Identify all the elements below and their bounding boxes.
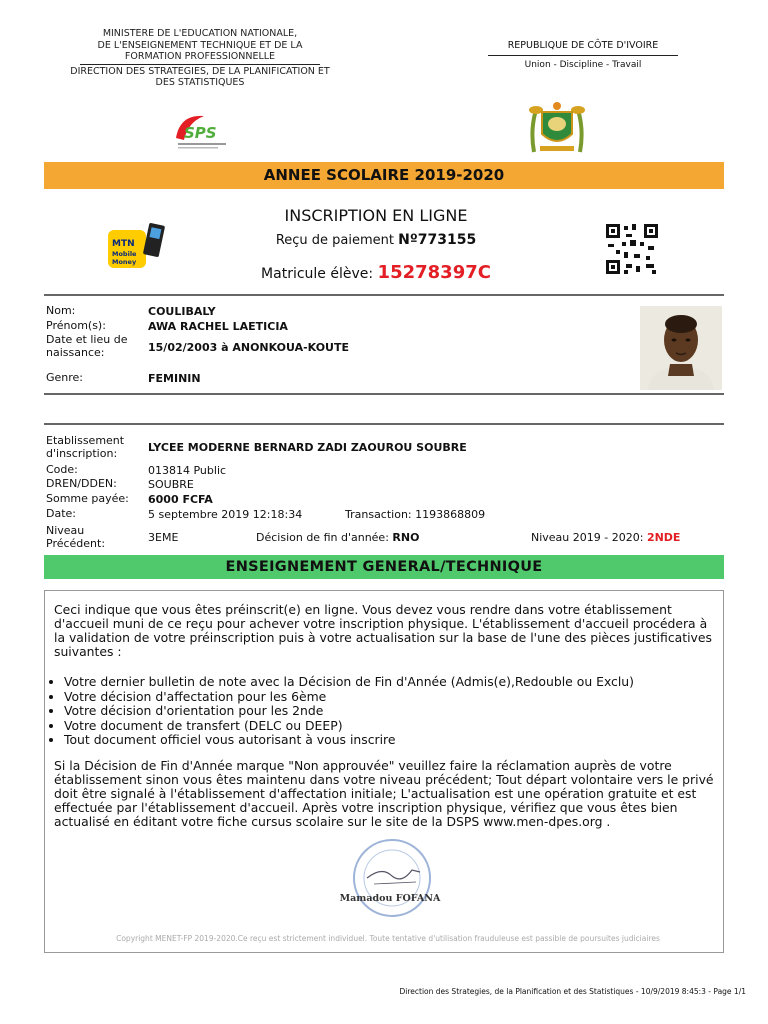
student-photo bbox=[640, 306, 722, 390]
sps-logo bbox=[170, 108, 234, 156]
niveau-label-2: Précédent: bbox=[46, 537, 106, 550]
ministry-line-1: MINISTERE DE L'EDUCATION NATIONALE, bbox=[102, 28, 298, 39]
divider-mid-1 bbox=[44, 393, 724, 395]
nom-label: Nom: bbox=[46, 304, 76, 317]
divider-top bbox=[44, 294, 724, 296]
list-item: • Votre décision d'affectation pour les 6ème bbox=[64, 690, 724, 705]
etab-label-2: d'inscription: bbox=[46, 447, 118, 460]
genre-value: FEMININ bbox=[148, 372, 201, 385]
prenom-value: AWA RACHEL LAETICIA bbox=[148, 320, 288, 333]
republic-motto: Union - Discipline - Travail bbox=[524, 60, 642, 70]
naissance-label-1: Date et lieu de bbox=[46, 333, 128, 346]
naissance-value: 15/02/2003 à ANONKOUA-KOUTE bbox=[148, 341, 350, 354]
page-footer: Direction des Strategies, de la Planification et des Statistiques - 10/9/2019 8:45:3 - Page 1/1 bbox=[399, 987, 746, 996]
notice-paragraph-1: Ceci indique que vous êtes préinscrit(e) en ligne. Vous devez vous rendre dans votre établissement d'accueil muni de ce reçu pour achever votre inscription physique. L'établissement d'accueil procédera à la validation de votre préinscription puis à votre actualisation sur la base de l'une des pièces justificatives suivantes : bbox=[54, 602, 712, 659]
niveau-label-1: Niveau bbox=[46, 524, 85, 537]
etab-value: LYCEE MODERNE BERNARD ZADI ZAOUROU SOUBRE bbox=[148, 441, 467, 454]
list-item: • Votre décision d'orientation pour les 2nde bbox=[64, 704, 724, 719]
copyright-notice: Copyright MENET-FP 2019-2020.Ce reçu est strictement individuel. Toute tentative d'utilisation frauduleuse est passible de poursuites judiciaires bbox=[116, 934, 660, 943]
niveau-next-line bbox=[531, 531, 680, 544]
genre-label: Genre: bbox=[46, 371, 84, 384]
svg-text:Money: Money bbox=[112, 258, 137, 266]
signature-name: Mamadou FOFANA bbox=[339, 893, 441, 904]
nom-value: COULIBALY bbox=[148, 305, 216, 318]
list-item: • Votre dernier bulletin de note avec la Décision de Fin d'Année (Admis(e),Redouble ou Exclu) bbox=[64, 675, 724, 690]
section-banner: ENSEIGNEMENT GENERAL/TECHNIQUE bbox=[44, 555, 724, 579]
republic-title: REPUBLIQUE DE CÔTE D'IVOIRE bbox=[507, 40, 659, 51]
matricule-value: 15278397C bbox=[377, 262, 491, 283]
school-year-banner: ANNEE SCOLAIRE 2019-2020 bbox=[44, 162, 724, 189]
decision-value: RNO bbox=[392, 531, 420, 544]
etab-label-1: Etablissement bbox=[46, 434, 125, 447]
naissance-label-2: naissance: bbox=[46, 346, 105, 359]
somme-label: Somme payée: bbox=[46, 492, 129, 505]
qr-code-icon bbox=[606, 224, 658, 274]
matricule-label: Matricule élève: bbox=[261, 266, 378, 282]
niveau-prec-value: 3EME bbox=[148, 531, 179, 544]
date-label: Date: bbox=[46, 507, 76, 520]
svg-text:Mobile: Mobile bbox=[112, 250, 137, 258]
matricule-line bbox=[160, 262, 592, 283]
code-value: 013814 Public bbox=[148, 464, 227, 477]
receipt-line bbox=[160, 232, 592, 248]
prenom-label: Prénom(s): bbox=[46, 319, 106, 332]
transaction-line bbox=[345, 508, 485, 521]
inscription-title: INSCRIPTION EN LIGNE bbox=[284, 206, 468, 225]
date-value: 5 septembre 2019 12:18:34 bbox=[148, 508, 303, 521]
official-stamp bbox=[312, 838, 462, 928]
receipt-number: Nº773155 bbox=[398, 232, 477, 248]
list-item: • Tout document officiel vous autorisant à vous inscrire bbox=[64, 733, 724, 748]
coat-of-arms-icon bbox=[528, 100, 586, 156]
ministry-line-3: FORMATION PROFESSIONNELLE bbox=[124, 51, 276, 62]
decision-label: Décision de fin d'année: bbox=[256, 531, 393, 544]
transaction-label: Transaction: bbox=[345, 508, 416, 521]
dren-value: SOUBRE bbox=[148, 478, 194, 491]
dren-label: DREN/DDEN: bbox=[46, 477, 117, 490]
receipt-label: Reçu de paiement bbox=[275, 233, 399, 248]
mtn-mobile-money-logo bbox=[106, 220, 166, 270]
republic-divider bbox=[488, 55, 678, 56]
divider-mid-2 bbox=[44, 423, 724, 425]
ministry-divider bbox=[80, 64, 320, 65]
direction-line-2: DES STATISTIQUES bbox=[155, 77, 245, 88]
list-item: • Votre document de transfert (DELC ou DEEP) bbox=[64, 719, 724, 734]
decision-line bbox=[256, 531, 419, 544]
notice-paragraph-2: Si la Décision de Fin d'Année marque "Non approuvée" veuillez faire la réclamation auprès de votre établissement sinon vous êtes maintenu dans votre niveau précédent; Tout départ volontaire vers le privé doit être signalé à l'établissement d'affectation initiale; L'actualisation est une opération gratuite et est effectuée par l'établissement d'accueil. Après votre inscription physique, vérifiez que vous êtes bien actualisé en éditant votre fiche cursus scolaire sur le site de la DSPS www.men-dpes.org . bbox=[54, 758, 714, 829]
somme-value: 6000 FCFA bbox=[148, 493, 213, 506]
republic-header bbox=[458, 40, 708, 71]
mtn-text: MTN bbox=[112, 239, 135, 249]
transaction-value: 1193868809 bbox=[415, 508, 486, 521]
niveau-next-label: Niveau 2019 - 2020: bbox=[531, 531, 647, 544]
documents-list bbox=[46, 675, 724, 748]
code-label: Code: bbox=[46, 463, 78, 476]
sps-logo-text: SPS bbox=[184, 124, 217, 142]
ministry-line-2: DE L'ENSEIGNEMENT TECHNIQUE ET DE LA bbox=[97, 39, 303, 51]
ministry-header bbox=[40, 28, 360, 89]
direction-line-1: DIRECTION DES STRATEGIES, DE LA PLANIFICATION ET bbox=[70, 65, 330, 77]
niveau-next-value: 2NDE bbox=[646, 531, 681, 544]
